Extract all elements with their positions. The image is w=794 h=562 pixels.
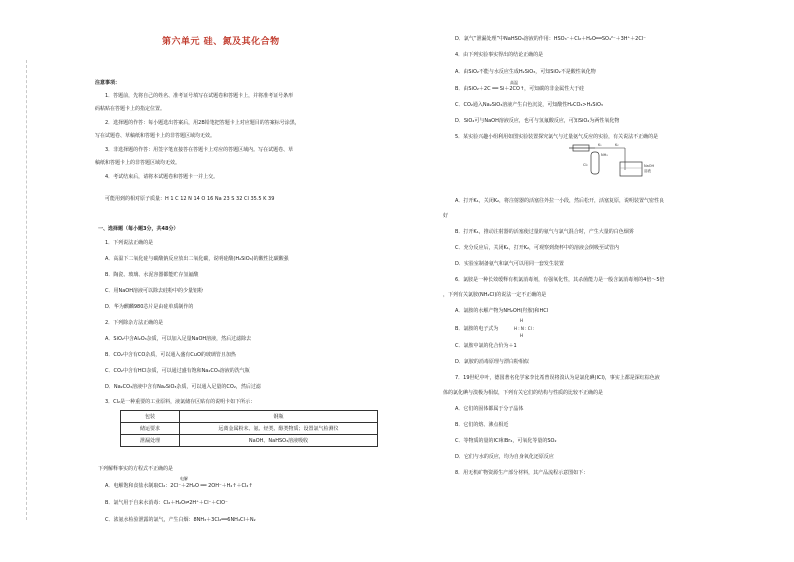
question-line: C．等物质的量的ICl和Br₂，可氧化等量的SO₂ (455, 438, 557, 444)
question-line: A．高温下二氧化硅与碳酸钠反应放出二氧化碳，说明硅酸(H₂SiO₃)的酸性比碳酸强 (105, 256, 289, 262)
table-cell: 远离金属粉末、氨、烃类、醇类物质；设置氯气检测仪 (180, 423, 378, 435)
question-line: B．氯气用于自来水消毒：Cl₂＋H₂O⇌2H⁺＋Cl⁻＋ClO⁻ (105, 500, 228, 506)
table-cell: 泄漏处理 (121, 435, 180, 447)
question-line: D．实验室制备氨气和氯气可以用同一套发生装置 (455, 261, 564, 267)
question-line: 7．19世纪中叶，德国著名化学家李比希曾误将溴认为是氯化碘(ICl)，事实上都是深红棕色液 (455, 375, 660, 381)
question-line: C．CO₂中含有HCl杂质，可以通过盛有饱和Na₂CO₃溶液的洗气瓶 (105, 368, 250, 374)
question-line: B．它们的熔、沸点相近 (455, 422, 509, 428)
table-row (121, 411, 378, 423)
question-line: D．华为麒麟980芯片是由硅单质制作的 (105, 304, 194, 310)
figure-label: K₁ (598, 143, 602, 147)
figure-label: 溶液 (644, 169, 651, 173)
question-line: 下列解释事实的方程式不正确的是 (98, 466, 174, 472)
reaction-condition: 电解 (180, 476, 188, 481)
question-line: 6．氯胺是一种长效缓释有机氯消毒剂，有强氧化性，其杀菌能力是一般含氯消毒剂的4倍～5倍 (455, 277, 665, 283)
question-line: D．Na₂CO₃溶液中含有Na₂SiO₃杂质，可以通入足量的CO₂，然后过滤 (105, 384, 261, 390)
question-line: D．它们与水的反应，均为自身氧化还原反应 (455, 454, 554, 460)
reaction-condition: 高温 (510, 80, 518, 85)
notice-line: 1．答题前，先将自己的姓名、准考证号填写在试题卷和答题卡上，并将准考证号条形 (105, 93, 294, 99)
question-line: C．用NaOH溶液可以除去硅粉中的少量铝粉 (105, 288, 203, 294)
page-title: 第六单元 硅、氮及其化合物 (162, 37, 280, 47)
question-line: B．氯胺的电子式为 (455, 326, 499, 332)
question-line: B．打开K₁，推动注射器的活塞使过量的氨气与氯气混合时，产生大量的白色烟雾 (455, 229, 634, 235)
table-cell: 储运要求 (121, 423, 180, 435)
table-cell: 钢瓶 (180, 411, 378, 423)
question-line: B．陶瓷、玻璃、水泥容器都能贮存氢氟酸 (105, 272, 199, 278)
question-line: D．SiO₂可与NaOH溶液反应，也可与氢氟酸反应，可知SiO₂为两性氧化物 (455, 118, 620, 124)
question-line: C．充分反应后，关闭K₁，打开K₂，可观察到烧杯中的溶液会倒吸至试管内 (455, 245, 620, 251)
figure-label: Cl₂ (583, 163, 588, 167)
binding-margin (8, 60, 27, 520)
question-line: 2．下列除杂方法正确的是 (105, 320, 164, 326)
question-line: A．打开K₁，关闭K₂，将注射器的活塞往外拉一小段，然后松开，活塞复原，说明装置气密性良 (455, 198, 664, 204)
apparatus-figure (565, 140, 657, 180)
notice-line: 码粘贴在答题卡上的指定位置。 (95, 106, 166, 112)
notice-line: 2．选择题的作答：每小题选出答案后，用2B铅笔把答题卡上对应题目的答案标号涂黑， (105, 120, 300, 126)
question-line: A．电解饱和食盐水制取Cl₂：2Cl⁻＋2H₂O ══ 2OH⁻＋H₂↑＋Cl₂↑ (105, 483, 253, 489)
question-line: 8．用无机矿物资源生产部分材料，其产品流程示意图如下： (455, 470, 589, 476)
question-line: 1．下列说法正确的是 (105, 240, 154, 246)
notice-line: 写在试题卷、草稿纸和答题卡上的非答题区域均无效。 (95, 133, 216, 139)
question-line: C．氯胺中氯的化合价为＋1 (455, 343, 517, 349)
question-line: A．氯胺的水解产物为NH₂OH(羟胺)和HCl (455, 308, 549, 314)
atomic-masses: 可能用到的相对原子质量：H 1 C 12 N 14 O 16 Na 23 S 32 Cl 35.5 K 39 (105, 196, 275, 202)
figure-label: NH₃ (601, 153, 608, 157)
question-line: 5．某实验兴趣小组利用如图实验装置探究氯气与过量氨气反应的实验，有关说法不正确的是 (455, 134, 659, 140)
electron-formula-top: H (520, 318, 524, 323)
section-heading: 一、选择题（每小题3分，共48分） (98, 226, 179, 232)
table-cell: NaOH、NaHSO₃溶液吸收 (180, 435, 378, 447)
question-line: A．由SiO₂不能与水反应生成H₂SiO₃，可知SiO₂不是酸性氧化物 (455, 69, 596, 75)
question-line: D．氯气“泄漏处理”中NaHSO₃溶液的作用：HSO₃⁻＋Cl₂＋H₂O══SO₄²⁻＋3H⁺＋2Cl⁻ (455, 36, 646, 42)
table-row (121, 435, 378, 447)
question-line: C．CO₂通入Na₂SiO₃溶液产生白色沉淀，可知酸性H₂CO₃>H₂SiO₃ (455, 102, 603, 108)
question-line: B．由SiO₂＋2C ══ Si＋2CO↑，可知碳的非金属性大于硅 (455, 86, 585, 92)
question-line: A．它们的固体都属于分子晶体 (455, 406, 524, 412)
electron-formula-bottom: H (520, 333, 524, 338)
notice-heading: 注意事项： (95, 80, 121, 86)
question-line: 4．由下列实验事实得出的结论正确的是 (455, 52, 544, 58)
storage-table (120, 410, 378, 447)
notice-line: 3．非选择题的作答：用签字笔直接答在答题卡上对应的答题区域内。写在试题卷、草 (105, 147, 294, 153)
notice-line: 4．考试结束后，请将本试题卷和答题卡一并上交。 (105, 174, 219, 180)
question-line: 好 (443, 213, 449, 219)
notice-line: 稿纸和答题卡上的非答题区域均无效。 (95, 160, 181, 166)
beaker (620, 162, 642, 176)
question-line: B．CO₂中含有CO杂质，可以通入盛有CuO的玻璃管且加热 (105, 352, 236, 358)
question-line: 3．Cl₂是一种重要的工业原料，液氯储存区贴有的说明卡如下所示： (105, 399, 256, 405)
question-line: ，下列有关氯胺(NH₂Cl)的说法一定不正确的是 (443, 292, 547, 298)
test-tube (591, 152, 599, 174)
table-cell: 包装 (121, 411, 180, 423)
figure-label: K₂ (615, 143, 619, 147)
table-row (121, 423, 378, 435)
electron-formula-mid: H : N : Cl : (514, 326, 535, 331)
question-line: C．浓氨水检验泄露的氯气，产生白烟：8NH₃＋3Cl₂══6NH₄Cl＋N₂ (105, 517, 256, 523)
question-line: A．SiO₂中含Al₂O₃杂质，可以加入足量NaOH溶液，然后过滤除去 (105, 336, 252, 342)
question-line: 体的氯化碘与溴极为相似，下列有关它们的结构与性质的比较不正确的是 (443, 390, 604, 396)
question-line: D．氯胺的消毒原理与漂白粉相似 (455, 359, 529, 365)
figure-label: NaOH (644, 164, 655, 168)
